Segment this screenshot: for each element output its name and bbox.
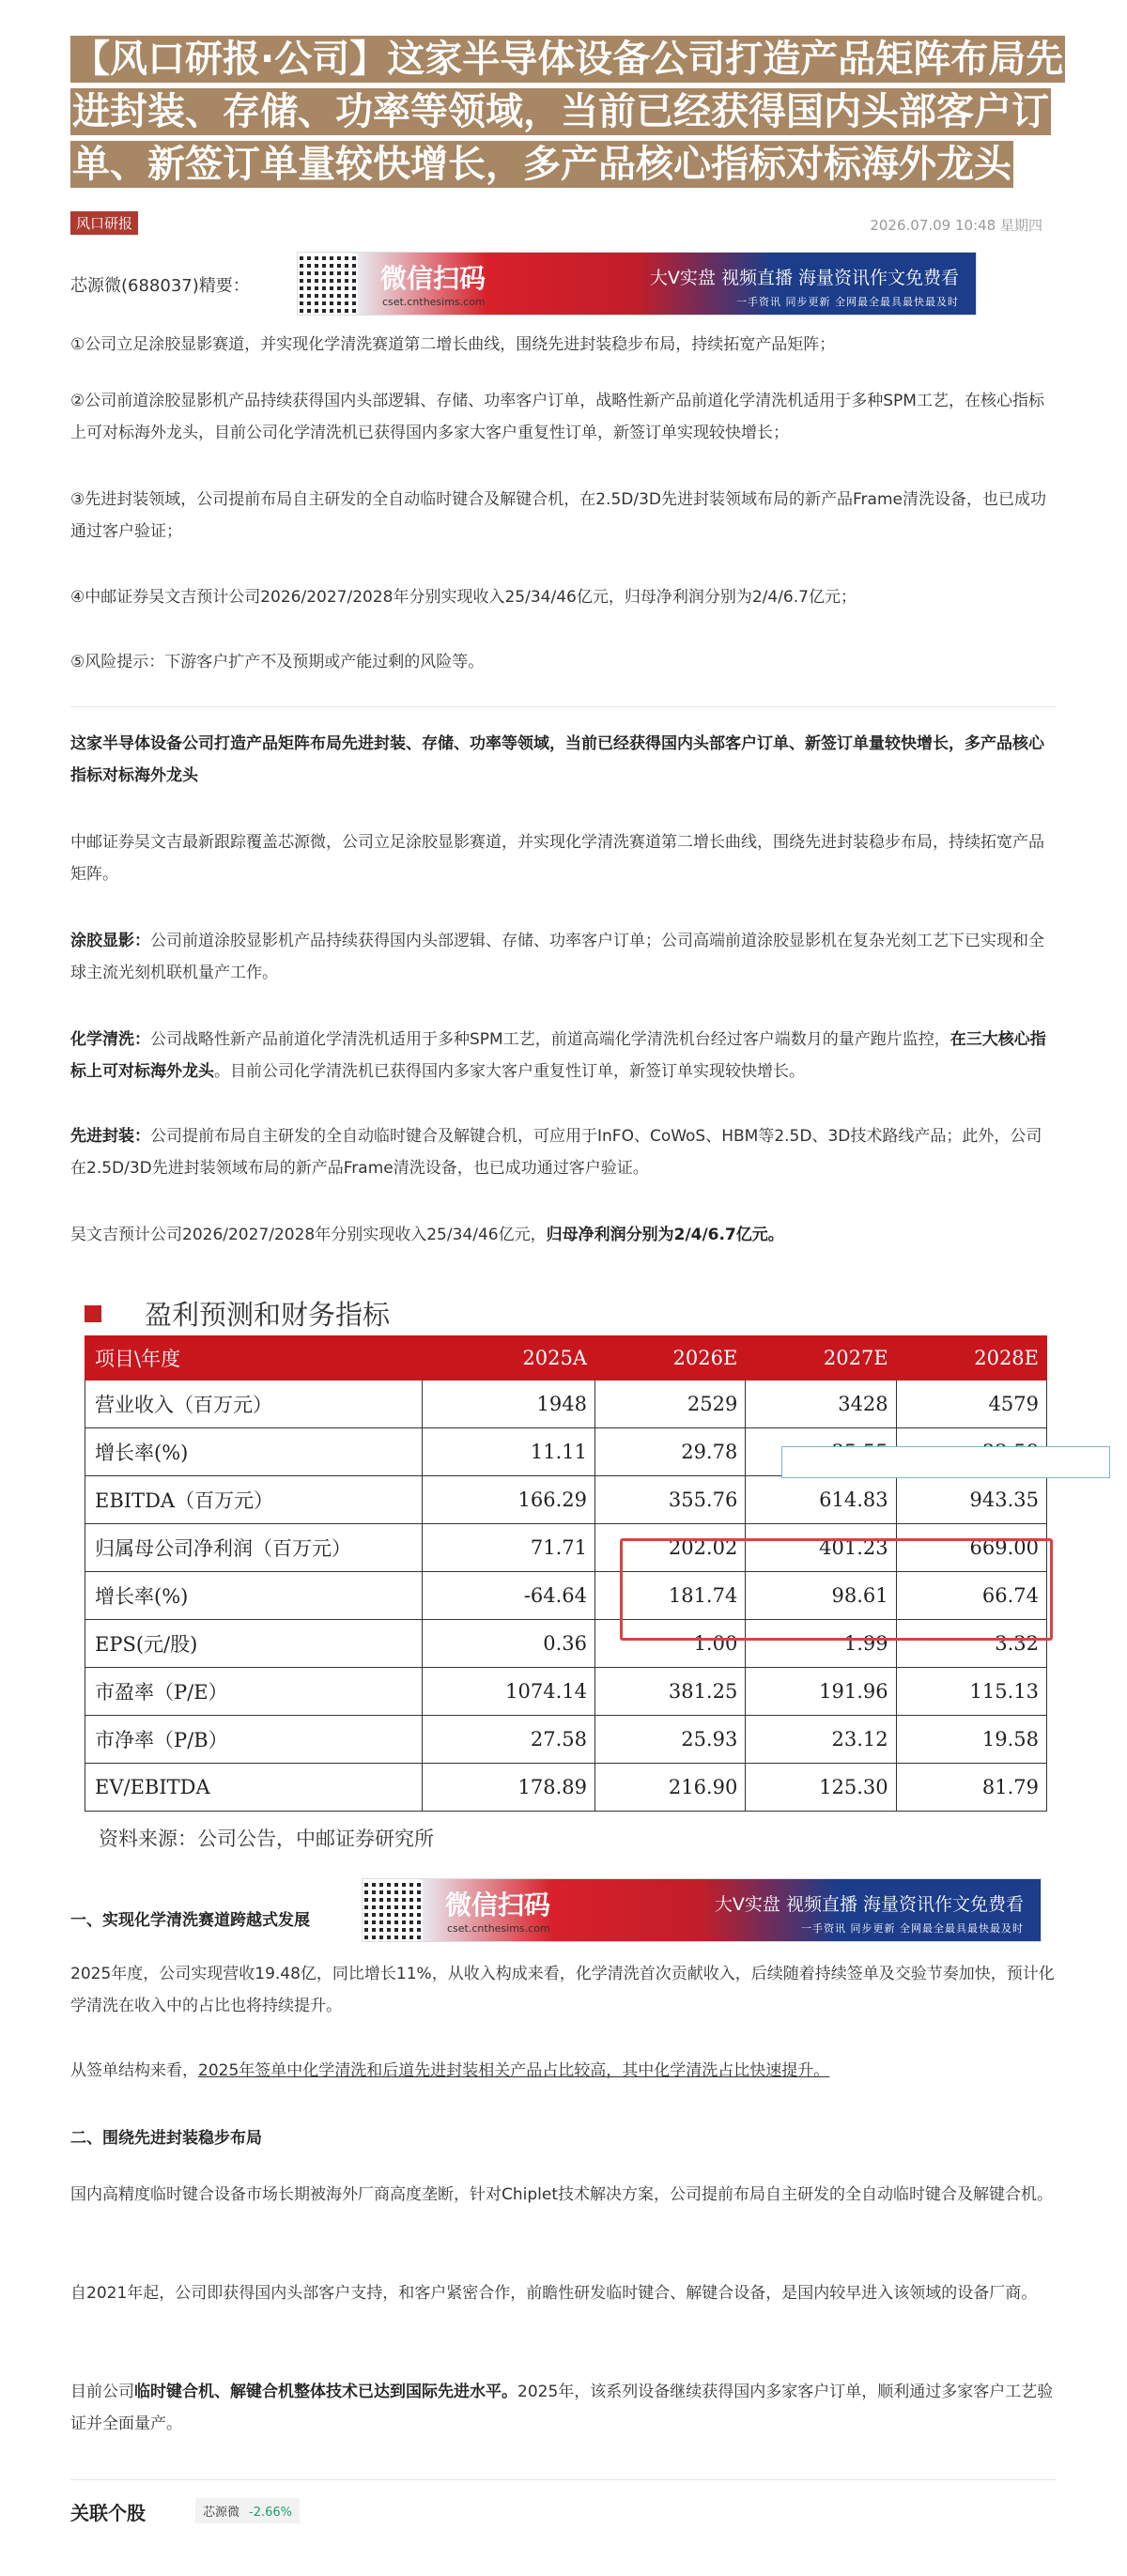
headline: 这家半导体设备公司打造产品矩阵布局先进封装、存储、功率等领域，当前已经获得国内头部客户订单、新签订单量较快增长，多产品核心指标对标海外龙头 bbox=[70, 734, 1044, 785]
row-label: 市盈率（P/E） bbox=[85, 1668, 423, 1716]
wechat-banner-bottom[interactable] bbox=[362, 1878, 1042, 1942]
table-cell: 355.76 bbox=[595, 1476, 746, 1524]
section-2-para-3-highlight: 临时键合机、解键合机整体技术已达到国际先进水平。 bbox=[134, 2383, 517, 2401]
banner-site: cset.cnthesims.com bbox=[447, 1922, 550, 1935]
section-2-para-3 bbox=[70, 2376, 1057, 2440]
row-label: EPS(元/股) bbox=[85, 1620, 423, 1668]
para-3-highlight: 在三大核心指标上可对标海外龙头 bbox=[70, 1030, 1046, 1081]
para-4-text: 公司提前布局自主研发的全自动临时键合及解键合机，可应用于InFO、CoWoS、HBM等2.5D、3D技术路线产品；此外，公司在2.5D/3D先进封装领域布局的新产品Frame清洗设备，也已成功通过客户验证。 bbox=[70, 1127, 1042, 1178]
header-cell: 2027E bbox=[746, 1336, 896, 1381]
table-cell: 81.79 bbox=[896, 1764, 1046, 1812]
header-cell: 项目\年度 bbox=[85, 1336, 423, 1381]
related-stock-chip[interactable] bbox=[195, 2498, 300, 2523]
title-line-3: 单、新签订单量较快增长，多产品核心指标对标海外龙头 bbox=[72, 143, 1011, 186]
para-2-text: 公司前道涂胶显影机产品持续获得国内头部逻辑、存储、功率客户订单；公司高端前道涂胶显影机在复杂光刻工艺下已实现和全球主流光刻机联机量产工作。 bbox=[70, 932, 1044, 982]
divider bbox=[70, 706, 1057, 707]
table-cell: 23.12 bbox=[746, 1716, 896, 1764]
para-4 bbox=[70, 1120, 1057, 1184]
table-cell: 178.89 bbox=[423, 1764, 595, 1812]
para-3-label: 化学清洗： bbox=[70, 1030, 150, 1049]
table-cell: 2529 bbox=[595, 1381, 746, 1428]
table-cell: 29.78 bbox=[595, 1428, 746, 1476]
table-row bbox=[85, 1476, 1047, 1524]
stock-change: -2.66% bbox=[249, 2506, 293, 2520]
wechat-banner-top[interactable] bbox=[297, 252, 977, 316]
column-tag[interactable]: 风口研报 bbox=[70, 211, 138, 235]
highlight-box bbox=[620, 1538, 1053, 1641]
section-2-title: 二、围绕先进封装稳步布局 bbox=[70, 2129, 262, 2148]
row-label: EBITDA（百万元） bbox=[85, 1476, 423, 1524]
summary-3: ③先进封装领域，公司提前布局自主研发的全自动临时键合及解键合机，在2.5D/3D先进封装领域布局的新产品Frame清洗设备，也已成功通过客户验证； bbox=[70, 490, 1046, 541]
table-cell: 98.61 bbox=[746, 1572, 896, 1620]
section-2-para-3-a: 目前公司 bbox=[70, 2383, 134, 2401]
table-title-text: 盈利预测和财务指标 bbox=[145, 1299, 391, 1331]
header-cell: 2028E bbox=[896, 1336, 1046, 1381]
para-3 bbox=[70, 1024, 1057, 1087]
table-row bbox=[85, 1764, 1047, 1812]
summary-2: ②公司前道涂胶显影机产品持续获得国内头部逻辑、存储、功率客户订单，战略性新产品前道化学清洗机适用于多种SPM工艺，在核心指标上可对标海外龙头，目前公司化学清洗机已获得国内多家大客户重复性订单，新签订单实现较快增长； bbox=[70, 392, 1044, 442]
section-2-para-1: 国内高精度临时键合设备市场长期被海外厂商高度垄断，针对Chiplet技术解决方案，公司提前布局自主研发的全自动临时键合及解键合机。 bbox=[70, 2185, 1054, 2204]
table-cell: 943.35 bbox=[896, 1476, 1046, 1524]
table-cell: 3.32 bbox=[896, 1620, 1046, 1668]
summary-5: ⑤风险提示：下游客户扩产不及预期或产能过剩的风险等。 bbox=[70, 653, 485, 671]
table-cell: 27.58 bbox=[423, 1716, 595, 1764]
table-cell: 669.00 bbox=[896, 1524, 1046, 1572]
para-3-text-a: 公司战略性新产品前道化学清洗机适用于多种SPM工艺，前道高端化学清洗机台经过客户端数月的量产跑片监控， bbox=[150, 1030, 950, 1049]
section-1-para-2-underline: 2025年签单中化学清洗和后道先进封装相关产品占比较高，其中化学清洗占比快速提升。 bbox=[198, 2061, 830, 2080]
intro-text: 芯源微(688037)精要： bbox=[70, 276, 250, 296]
table-cell: 181.74 bbox=[595, 1572, 746, 1620]
header-cell: 2025A bbox=[423, 1336, 595, 1381]
red-square-icon bbox=[85, 1305, 101, 1322]
qr-code-icon bbox=[300, 255, 358, 313]
table-source: 资料来源：公司公告，中邮证券研究所 bbox=[99, 1828, 434, 1850]
row-label: 市净率（P/B） bbox=[85, 1716, 423, 1764]
table-cell: 1.99 bbox=[746, 1620, 896, 1668]
table-cell: 1.00 bbox=[595, 1620, 746, 1668]
table-cell: 115.13 bbox=[896, 1668, 1046, 1716]
section-2-para-3-c: 2025年，该系列设备继续获得国内多家客户订单，顺利通过多家客户工艺验证并全面量产。 bbox=[70, 2383, 1054, 2433]
banner-slogan: 大V实盘 视频直播 海量资讯作文免费看 bbox=[649, 268, 959, 288]
table-row bbox=[85, 1381, 1047, 1428]
table-header-row bbox=[85, 1336, 1047, 1381]
para-5-highlight: 归母净利润分别为2/4/6.7亿元。 bbox=[546, 1226, 784, 1244]
row-label: 营业收入（百万元） bbox=[85, 1381, 423, 1428]
row-label: 增长率(%) bbox=[85, 1428, 423, 1476]
title-line-2: 进封装、存储、功率等领域，当前已经获得国内头部客户订 bbox=[72, 90, 1049, 133]
summary-4: ④中邮证券吴文吉预计公司2026/2027/2028年分别实现收入25/34/46亿元，归母净利润分别为2/4/6.7亿元； bbox=[70, 588, 857, 607]
table-cell: 166.29 bbox=[423, 1476, 595, 1524]
table-cell: 71.71 bbox=[423, 1524, 595, 1572]
table-cell: 4579 bbox=[896, 1381, 1046, 1428]
table-cell: 401.23 bbox=[746, 1524, 896, 1572]
table-cell: 11.11 bbox=[423, 1428, 595, 1476]
table-cell: 191.96 bbox=[746, 1668, 896, 1716]
table-cell: 0.36 bbox=[423, 1620, 595, 1668]
article-title bbox=[70, 36, 1066, 193]
pasted-snippet-overlay bbox=[781, 1446, 1110, 1478]
para-3-text-c: 。目前公司化学清洗机已获得国内多家大客户重复性订单，新签订单实现较快增长。 bbox=[214, 1062, 805, 1081]
divider bbox=[70, 2479, 1057, 2480]
section-1-para-1: 2025年度，公司实现营收19.48亿，同比增长11%，从收入构成来看，化学清洗首次贡献收入，后续随着持续签单及交验节奏加快，预计化学清洗在收入中的占比也将持续提升。 bbox=[70, 1965, 1055, 2015]
table-cell: 1948 bbox=[423, 1381, 595, 1428]
table-cell: 614.83 bbox=[746, 1476, 896, 1524]
banner-wx: 微信扫码 bbox=[380, 263, 486, 294]
banner-site: cset.cnthesims.com bbox=[382, 296, 486, 308]
section-1-title: 一、实现化学清洗赛道跨越式发展 bbox=[70, 1911, 310, 1930]
related-stocks-label: 关联个股 bbox=[70, 2502, 146, 2524]
qr-code-icon bbox=[364, 1881, 423, 1939]
table-cell: 66.74 bbox=[896, 1572, 1046, 1620]
row-label: 归属母公司净利润（百万元） bbox=[85, 1524, 423, 1572]
para-5 bbox=[70, 1219, 1057, 1251]
table-cell: 125.30 bbox=[746, 1764, 896, 1812]
table-cell: 381.25 bbox=[595, 1668, 746, 1716]
summary-1: ①公司立足涂胶显影赛道，并实现化学清洗赛道第二增长曲线，围绕先进封装稳步布局，持续拓宽产品矩阵； bbox=[70, 335, 836, 354]
section-1-para-2-a: 从签单结构来看， bbox=[70, 2061, 198, 2080]
stock-name: 芯源微 bbox=[203, 2506, 240, 2520]
table-cell: 216.90 bbox=[595, 1764, 746, 1812]
header-cell: 2026E bbox=[595, 1336, 746, 1381]
table-cell: 19.58 bbox=[896, 1716, 1046, 1764]
title-line-1: 【风口研报·公司】这家半导体设备公司打造产品矩阵布局先 bbox=[72, 38, 1064, 81]
para-2-label: 涂胶显影： bbox=[70, 932, 150, 950]
table-cell: 3428 bbox=[746, 1381, 896, 1428]
banner-slogan: 大V实盘 视频直播 海量资讯作文免费看 bbox=[714, 1894, 1024, 1915]
publish-date: 2026.07.09 10:48 星期四 bbox=[870, 217, 1042, 234]
banner-sub: 一手资讯 同步更新 全网最全最具最快最及时 bbox=[801, 1922, 1024, 1935]
para-5-text-a: 吴文吉预计公司2026/2027/2028年分别实现收入25/34/46亿元， bbox=[70, 1226, 547, 1244]
table-cell: -64.64 bbox=[423, 1572, 595, 1620]
table-row bbox=[85, 1716, 1047, 1764]
table-row bbox=[85, 1668, 1047, 1716]
table-cell: 25.93 bbox=[595, 1716, 746, 1764]
table-title bbox=[85, 1294, 390, 1333]
table-cell: 202.02 bbox=[595, 1524, 746, 1572]
banner-wx: 微信扫码 bbox=[445, 1890, 551, 1920]
row-label: EV/EBITDA bbox=[85, 1764, 423, 1812]
section-1-para-2 bbox=[70, 2055, 1057, 2087]
table-cell: 1074.14 bbox=[423, 1668, 595, 1716]
section-2-para-2: 自2021年起，公司即获得国内头部客户支持，和客户紧密合作，前瞻性研发临时键合、解键合设备，是国内较早进入该领域的设备厂商。 bbox=[70, 2284, 1038, 2303]
banner-sub: 一手资讯 同步更新 全网最全最具最快最及时 bbox=[736, 296, 959, 308]
para-4-label: 先进封装： bbox=[70, 1127, 150, 1146]
para-2 bbox=[70, 925, 1057, 989]
para-1: 中邮证券吴文吉最新跟踪覆盖芯源微，公司立足涂胶显影赛道，并实现化学清洗赛道第二增长曲线，围绕先进封装稳步布局，持续拓宽产品矩阵。 bbox=[70, 833, 1044, 884]
row-label: 增长率(%) bbox=[85, 1572, 423, 1620]
